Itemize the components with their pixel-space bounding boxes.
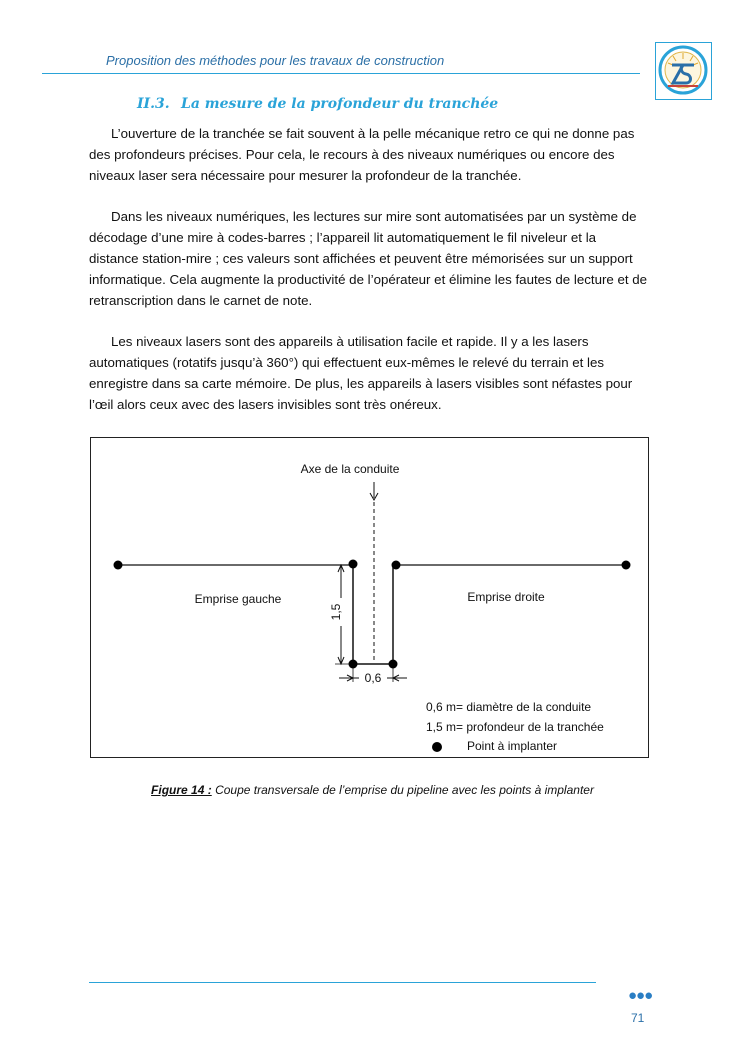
header-divider [42,73,640,74]
university-logo-icon [655,42,712,100]
header-title: Proposition des méthodes pour les travaux de construction [106,53,445,68]
footer-dots-icon: ●●● [628,987,653,1004]
figure-caption-label: Figure 14 : [151,783,212,797]
paragraph-1: L’ouverture de la tranchée se fait souvent à la pelle mécanique retro ce qui ne donne pas des profondeurs précises. Pour cela, le recours à des niveaux numériques ou encore des niveaux laser sera nécessaire pour mesurer la profondeur de la tranchée. [89,126,635,183]
left-emprise-label: Emprise gauche [194,592,282,606]
section-title: La mesure de la profondeur du tranchée [181,96,499,112]
point-trench-top-right [392,561,401,570]
depth-dimension-label: 1,5 [329,603,343,621]
legend-point-icon [432,742,442,752]
legend-point: Point à implanter [467,739,558,753]
figure-caption [0,783,745,797]
point-left-edge [114,561,123,570]
legend-depth: 1,5 m= profondeur de la tranchée [426,720,604,734]
point-right-edge [622,561,631,570]
point-trench-top-left [349,560,358,569]
paragraph-3: Les niveaux lasers sont des appareils à utilisation facile et rapide. Il y a les lasers automatiques (rotatifs jusqu’à 360°) qui effectuent eux-mêmes le relevé du terrain et les enregistre dans sa carte mémoire. De plus, les appareils à lasers visibles sont néfastes pour l’œil alors ceux avec des lasers invisibles sont très onéreux. [89,334,633,412]
page-number: 71 [631,1011,645,1025]
legend-diameter: 0,6 m= diamètre de la conduite [426,700,592,714]
width-dimension-label: 0,6 [364,671,382,685]
paragraph-2: Dans les niveaux numériques, les lectures sur mire sont automatisées par un système de décodage d’une mire à codes-barres ; l’appareil lit automatiquement le fil niveleur et la distance station-mire ; ces valeurs sont affichées et peuvent être mémorisées sur un support informatique. Cela augmente la productivité de l’opérateur et élimine les fautes de lecture et de retranscription dans le carnet de note. [89,209,648,308]
figure-caption-text: Coupe transversale de l’emprise du pipeline avec les points à implanter [211,783,594,797]
point-trench-bottom-left [349,660,358,669]
section-number: II.3. [137,96,170,112]
trench-cross-section-figure [90,437,649,758]
right-emprise-label: Emprise droite [467,590,545,604]
section-heading [137,96,498,112]
footer-divider [89,982,596,983]
point-trench-bottom-right [389,660,398,669]
axis-label: Axe de la conduite [300,462,400,476]
